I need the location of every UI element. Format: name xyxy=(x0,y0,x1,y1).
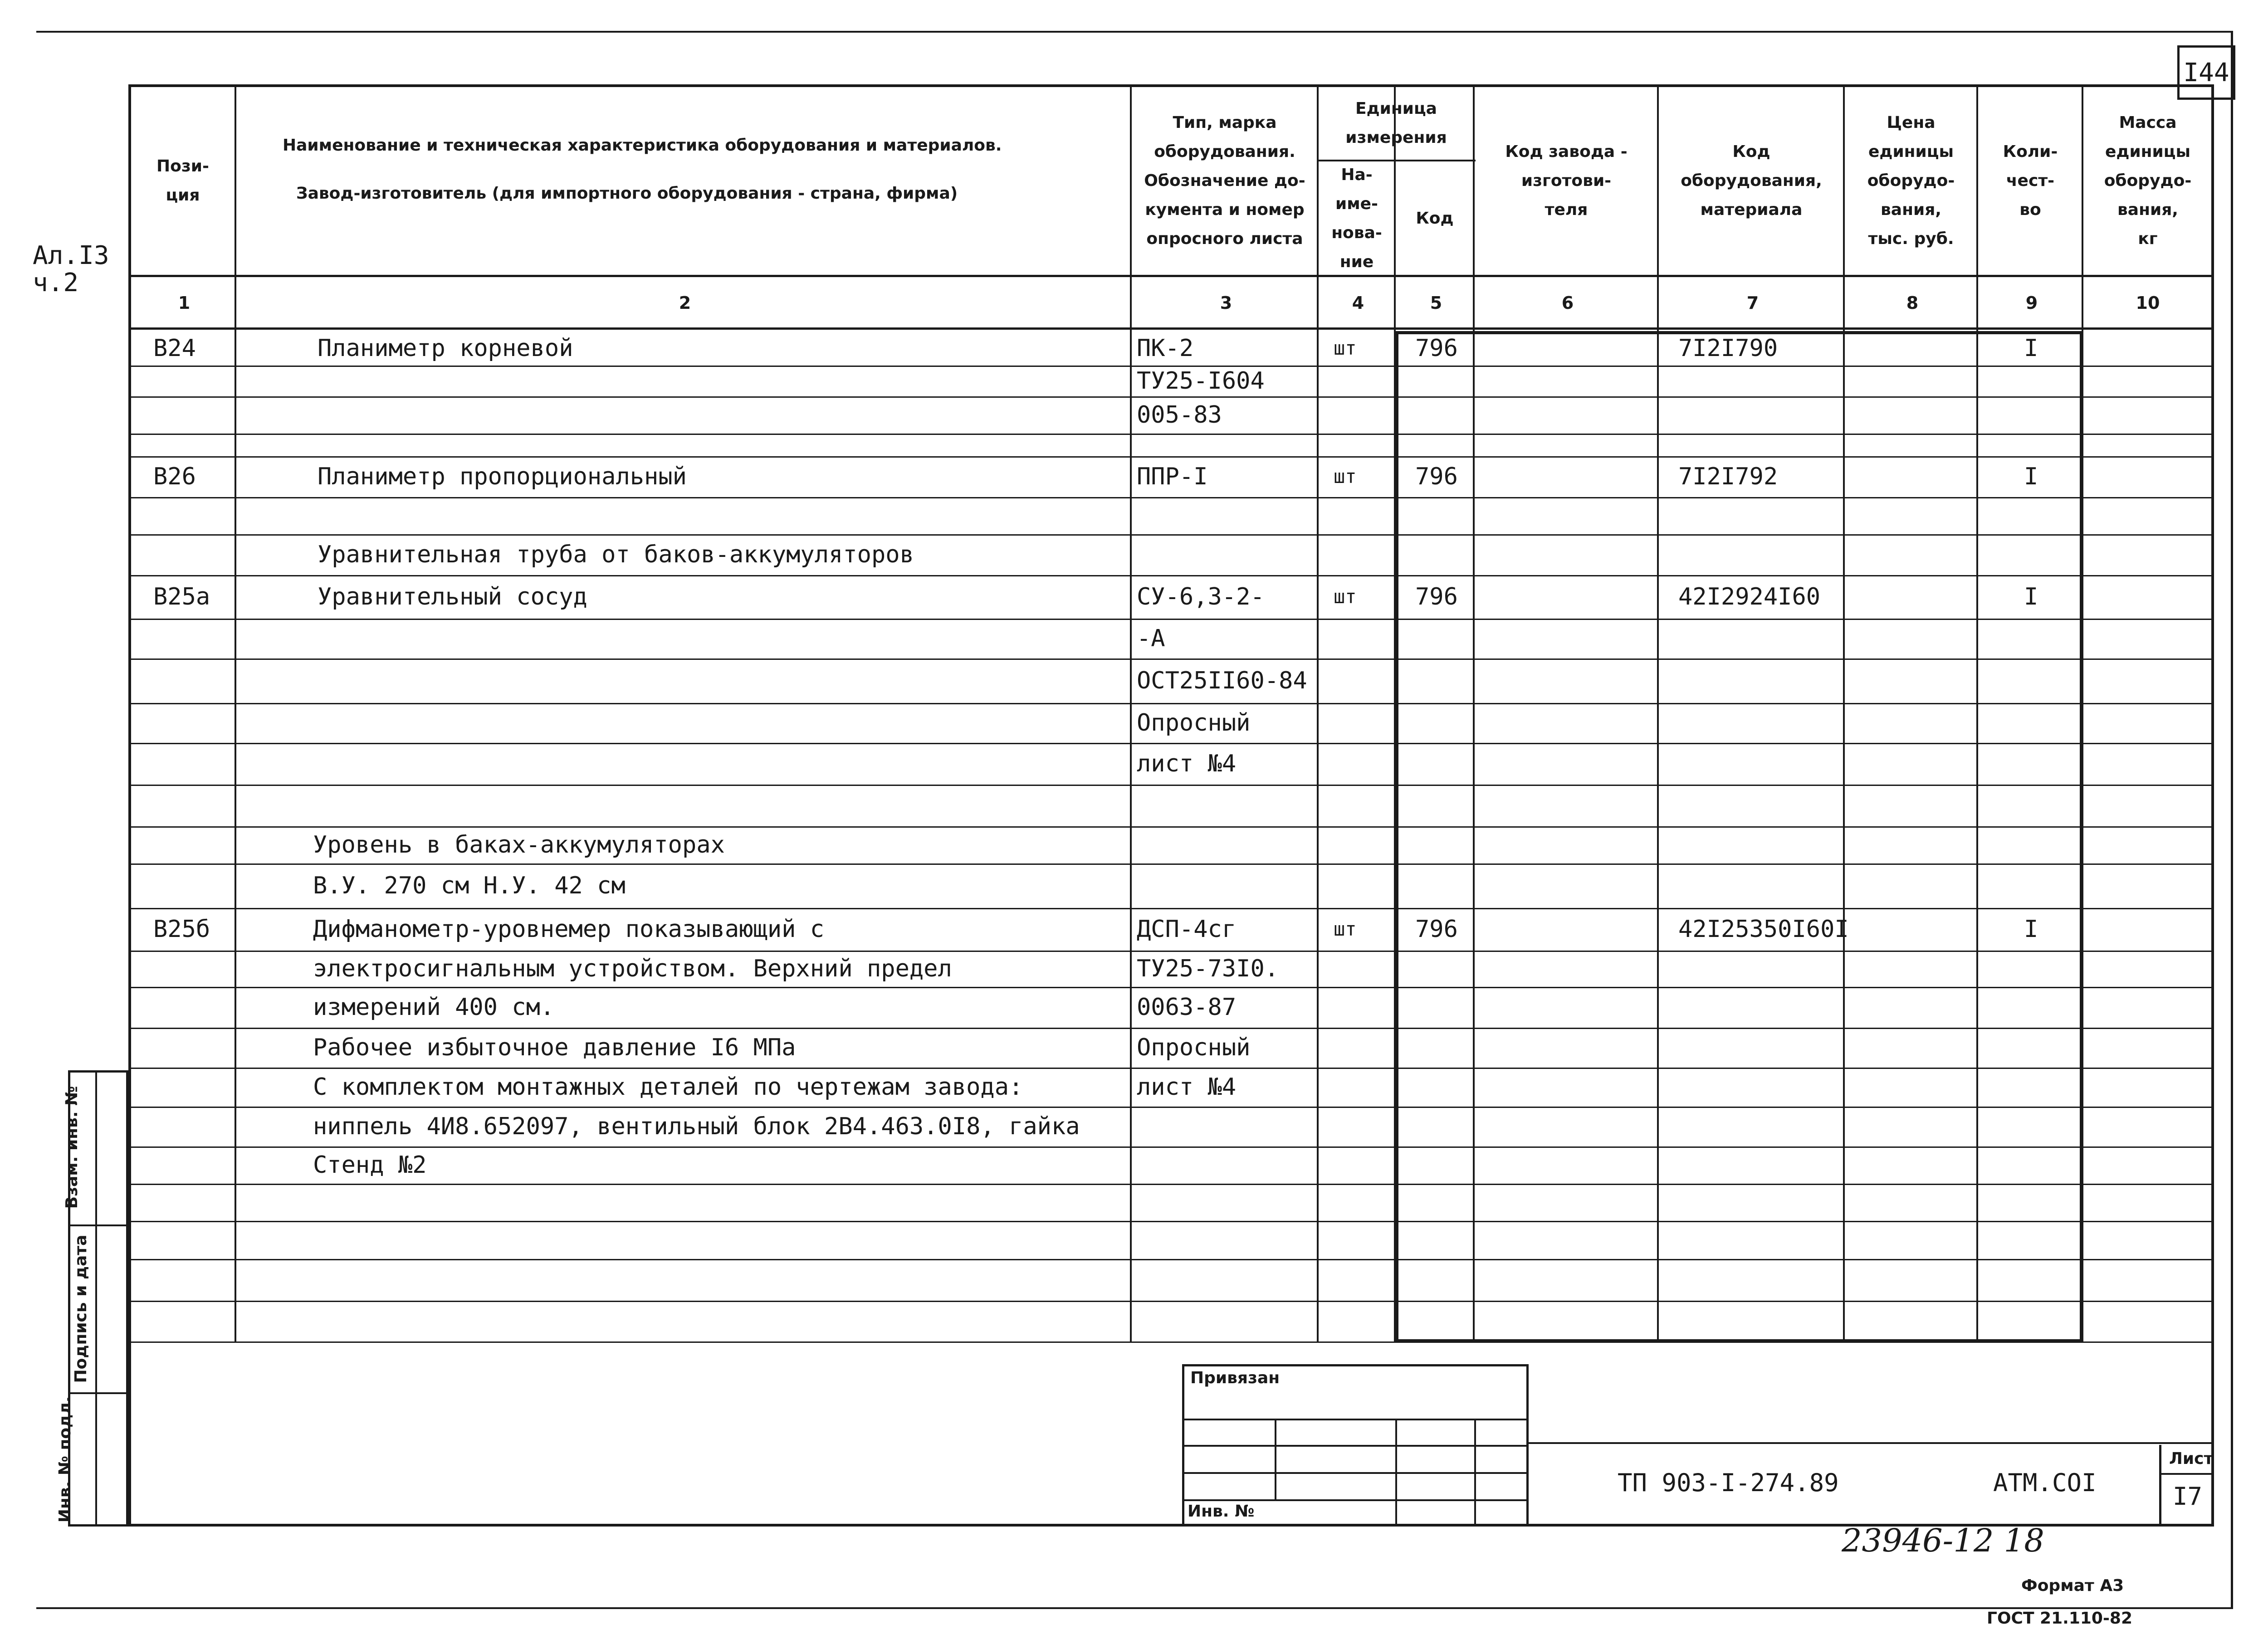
name-cell: Уравнительная труба от баков-аккумуляторов xyxy=(318,541,914,568)
name-cell: Рабочее избыточное давление I6 МПа xyxy=(313,1034,796,1061)
document-mark: АТМ.COI xyxy=(1993,1468,2097,1497)
stamp-top-rule xyxy=(1529,1442,2214,1444)
left-stamp-h1 xyxy=(68,1224,128,1226)
header-position: Пози- ция xyxy=(156,157,209,205)
sheet-divider xyxy=(2159,1473,2214,1475)
column-number: 3 xyxy=(1220,293,1232,313)
document-code: ТП 903-I-274.89 xyxy=(1618,1468,1839,1497)
binding-h4 xyxy=(1182,1499,1529,1501)
side-note-line1: Ал.I3 xyxy=(33,241,109,270)
type-cell: ПК-2 xyxy=(1137,335,1194,362)
binding-v1 xyxy=(1275,1419,1276,1499)
type-cell: Опросный xyxy=(1137,1034,1251,1061)
top-rule xyxy=(36,31,2232,33)
position-cell: B24 xyxy=(153,335,196,362)
position-cell: B26 xyxy=(153,463,196,490)
inv-original-label: Инв. № подл. xyxy=(55,1396,74,1523)
type-cell: 005-83 xyxy=(1137,401,1222,429)
header-equipment-code: Код оборудования, материала xyxy=(1681,142,1822,219)
name-cell: В.У. 270 см Н.У. 42 см xyxy=(313,872,626,899)
header-quantity: Коли- чест- во xyxy=(2003,142,2058,219)
name-cell: Стенд №2 xyxy=(313,1151,427,1179)
unit-code-cell: 796 xyxy=(1415,463,1458,490)
type-cell: -А xyxy=(1137,625,1165,652)
equipment-code-cell: 7I2I792 xyxy=(1678,463,1778,490)
equipment-code-cell: 42I25350I60I xyxy=(1678,916,1849,943)
name-cell: Уравнительный сосуд xyxy=(318,583,587,610)
header-factory-code: Код завода - изготови- теля xyxy=(1505,142,1628,219)
header-unit-price: Цена единицы оборудо- вания, тыс. руб. xyxy=(1867,113,1955,248)
binding-label: Привязан xyxy=(1190,1369,1280,1387)
type-cell: ППР-I xyxy=(1137,463,1208,490)
column-number: 10 xyxy=(2136,293,2160,313)
side-note-line2: ч.2 xyxy=(33,268,79,298)
header-rule xyxy=(131,327,2211,330)
column-number: 5 xyxy=(1430,293,1442,313)
binding-v3 xyxy=(1474,1419,1476,1527)
binding-v2 xyxy=(1395,1419,1397,1527)
name-cell: Планиметр пропорциональный xyxy=(318,463,687,490)
handwritten-note: 23946-12 18 xyxy=(1842,1522,2044,1559)
page-number: I44 xyxy=(2183,58,2229,88)
column-number: 4 xyxy=(1352,293,1364,313)
header-unit-code: Код xyxy=(1416,209,1454,228)
format-label: Формат А3 xyxy=(2021,1576,2124,1595)
unit-name-cell: шт xyxy=(1334,465,1357,488)
column-number: 1 xyxy=(178,293,191,313)
bottom-rule xyxy=(36,1607,2233,1609)
type-cell: ТУ25-I604 xyxy=(1137,367,1265,395)
header-name-line2: Завод-изготовитель (для импортного оборудования - страна, фирма) xyxy=(296,184,958,203)
unit-name-cell: шт xyxy=(1334,918,1357,940)
sheet-label: Лист xyxy=(2169,1449,2214,1468)
unit-name-cell: шт xyxy=(1334,337,1357,359)
header-rule xyxy=(131,275,2211,277)
left-stamp-h2 xyxy=(68,1392,128,1394)
type-cell: ТУ25-73I0. xyxy=(1137,955,1279,982)
name-cell: Планиметр корневой xyxy=(318,335,573,362)
header-unit-mass: Масса единицы оборудо- вания, кг xyxy=(2104,113,2192,248)
vzam-inv-label: Взам. инв. № xyxy=(62,1086,81,1209)
gost-label: ГОСТ 21.110-82 xyxy=(1987,1609,2133,1628)
header-name-line1: Наименование и техническая характеристика оборудования и материалов. xyxy=(283,136,1002,155)
column-number: 9 xyxy=(2025,293,2038,313)
header-unit-name: На- име- нова- ние xyxy=(1331,166,1382,271)
right-frame xyxy=(2231,31,2233,1609)
unit-name-cell: шт xyxy=(1334,585,1357,608)
type-cell: ОСТ25II60-84 xyxy=(1137,667,1307,694)
type-cell: Опросный xyxy=(1137,709,1251,737)
unit-code-cell: 796 xyxy=(1415,335,1458,362)
column-number: 6 xyxy=(1561,293,1574,313)
name-cell: Дифманометр-уровнемер показывающий с xyxy=(313,916,825,943)
column-number: 8 xyxy=(1906,293,1919,313)
column-number: 7 xyxy=(1746,293,1759,313)
name-cell: ниппель 4И8.652097, вентильный блок 2В4.463.0I8, гайка xyxy=(313,1113,1080,1140)
binding-h1 xyxy=(1182,1419,1529,1420)
binding-h3 xyxy=(1182,1472,1529,1474)
quantity-cell: I xyxy=(2024,335,2038,362)
code-block-outline xyxy=(1395,331,2083,1342)
type-cell: ДСП-4сг xyxy=(1137,916,1237,943)
type-cell: СУ-6,3-2- xyxy=(1137,583,1265,610)
left-stamp-divider xyxy=(95,1070,97,1527)
name-cell: измерений 400 см. xyxy=(313,994,555,1021)
name-cell: С комплектом монтажных деталей по чертежам завода: xyxy=(313,1073,1023,1101)
unit-code-cell: 796 xyxy=(1415,916,1458,943)
type-cell: 0063-87 xyxy=(1137,994,1237,1021)
name-cell: электросигнальным устройством. Верхний предел xyxy=(313,955,952,982)
quantity-cell: I xyxy=(2024,463,2038,490)
position-cell: B25a xyxy=(153,583,210,610)
type-cell: лист №4 xyxy=(1137,1073,1237,1101)
name-cell: Уровень в баках-аккумуляторах xyxy=(313,831,725,858)
unit-code-cell: 796 xyxy=(1415,583,1458,610)
equipment-code-cell: 42I2924I60 xyxy=(1678,583,1821,610)
equipment-code-cell: 7I2I790 xyxy=(1678,335,1778,362)
quantity-cell: I xyxy=(2024,916,2038,943)
binding-h2 xyxy=(1182,1445,1529,1447)
sheet-number: I7 xyxy=(2173,1482,2203,1511)
inv-number-label: Инв. № xyxy=(1188,1502,1255,1521)
header-type: Тип, марка оборудования. Обозначение до- кумента и номер опросного листа xyxy=(1144,113,1305,248)
column-number: 2 xyxy=(679,293,691,313)
header-name xyxy=(237,87,1130,275)
position-cell: B25б xyxy=(153,916,210,943)
signature-date-label: Подпись и дата xyxy=(71,1234,90,1383)
quantity-cell: I xyxy=(2024,583,2038,610)
type-cell: лист №4 xyxy=(1137,750,1237,777)
header-unit-group: Единица измерения xyxy=(1345,99,1447,147)
